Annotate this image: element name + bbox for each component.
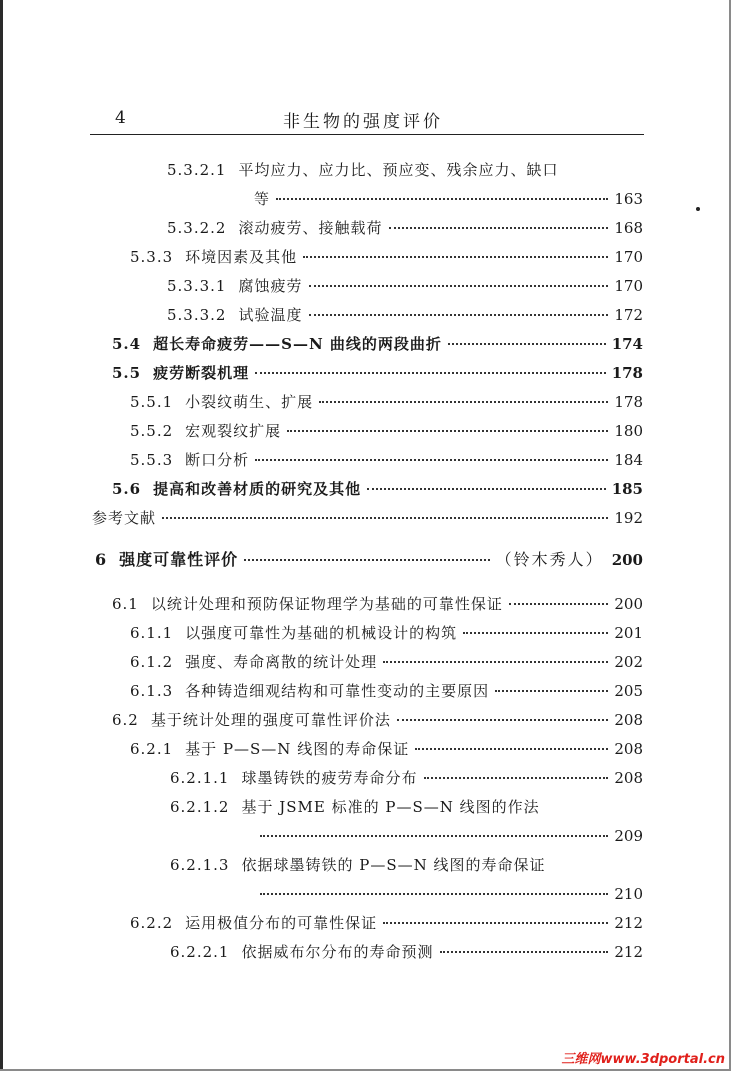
toc-entry-number: 5.5.3 (130, 451, 174, 469)
toc-entry-continuation (260, 824, 643, 848)
toc-entry-author: （铃木秀人） (495, 550, 604, 569)
toc-entry-title: 基于 JSME 标准的 P—S—N 线图的作法 (241, 798, 540, 816)
toc-entry-title: 宏观裂纹扩展 (185, 422, 282, 440)
dot-leader (260, 892, 608, 895)
toc-entry-title: 等 (254, 190, 271, 208)
running-head: 非生物的强度评价 (283, 112, 443, 132)
toc-entry-number: 6.2.1.2 (170, 798, 230, 816)
toc-entry-chapter (95, 548, 643, 572)
dot-leader (367, 487, 606, 490)
toc-entry-page: 192 (614, 509, 643, 527)
toc-entry-section (112, 592, 643, 616)
toc-entry-section (112, 477, 643, 501)
toc-entry-number: 5.3.3.1 (167, 277, 227, 295)
toc-entry-page: 208 (614, 711, 643, 729)
toc-entry-page: 205 (614, 682, 643, 700)
dot-leader (424, 776, 609, 779)
stray-mark (696, 207, 700, 211)
toc-entry-title: 各种铸造细观结构和可靠性变动的主要原因 (185, 682, 490, 700)
dot-leader (244, 558, 490, 561)
dot-leader (383, 921, 608, 924)
toc-entry-number: 5.5.2 (130, 422, 174, 440)
dot-leader (383, 660, 608, 663)
dot-leader (309, 284, 609, 287)
toc-entry-number: 5.5.1 (130, 393, 174, 411)
toc-entry-page: 210 (614, 885, 643, 903)
toc-entry-title: 强度、寿命离散的统计处理 (185, 653, 378, 671)
toc-entry-page: 172 (614, 306, 643, 324)
dot-leader (495, 689, 608, 692)
dot-leader (255, 458, 608, 461)
toc-entry-section (112, 361, 643, 385)
toc-entry-number: 6.2.1.1 (170, 769, 230, 787)
toc-entry-page: 163 (614, 190, 643, 208)
toc-entry-title: 强度可靠性评价 (119, 550, 239, 569)
toc-entry-title: 平均应力、应力比、预应变、残余应力、缺口 (238, 161, 559, 179)
toc-entry-references (92, 506, 643, 530)
dot-leader (276, 197, 608, 200)
page-border-left (0, 0, 3, 1071)
toc-entry (170, 853, 643, 877)
toc-entry-number: 6.1.2 (130, 653, 174, 671)
toc-entry (130, 737, 643, 761)
toc-entry-page: 212 (614, 914, 643, 932)
toc-entry (167, 158, 643, 182)
toc-entry-page: 209 (614, 827, 643, 845)
toc-entry-title: 球墨铸铁的疲劳寿命分布 (241, 769, 418, 787)
toc-entry-page: 200 (611, 551, 643, 569)
toc-entry-title: 提高和改善材质的研究及其他 (153, 480, 362, 498)
dot-leader (397, 718, 608, 721)
toc-entry-page: 208 (614, 740, 643, 758)
toc-entry-number: 6.2 (112, 711, 139, 729)
toc-entry-title: 疲劳断裂机理 (153, 364, 250, 382)
toc-entry-number: 5.6 (112, 480, 142, 498)
page-number: 4 (115, 108, 126, 128)
toc-entry-number: 5.3.3.2 (167, 306, 227, 324)
dot-leader (260, 834, 608, 837)
toc-entry (170, 940, 643, 964)
dot-leader (287, 429, 608, 432)
toc-entry-page: 202 (614, 653, 643, 671)
toc-entry-page: 200 (614, 595, 643, 613)
toc-entry-title: 超长寿命疲劳——S—N 曲线的两段曲折 (153, 335, 442, 353)
toc-entry-number: 5.5 (112, 364, 142, 382)
dot-leader (448, 342, 606, 345)
toc-entry-number: 5.3.2.1 (167, 161, 227, 179)
toc-entry (130, 448, 643, 472)
toc-entry-number: 5.3.2.2 (167, 219, 227, 237)
toc-entry (130, 679, 643, 703)
toc-entry-title: 滚动疲劳、接触载荷 (238, 219, 383, 237)
toc-entry (130, 650, 643, 674)
toc-entry (170, 795, 643, 819)
toc-entry-title: 以强度可靠性为基础的机械设计的构筑 (185, 624, 458, 642)
toc-entry-page: 174 (611, 335, 643, 353)
toc-entry (167, 303, 643, 327)
toc-entry-number: 6 (95, 550, 108, 569)
toc-entry-page: 201 (614, 624, 643, 642)
dot-leader (319, 400, 608, 403)
toc-entry-title: 试验温度 (238, 306, 303, 324)
toc-entry-title: 依据球墨铸铁的 P—S—N 线图的寿命保证 (241, 856, 546, 874)
toc-entry-section (112, 332, 643, 356)
dot-leader (509, 602, 608, 605)
toc-entry-number: 6.1.1 (130, 624, 174, 642)
toc-entry (170, 766, 643, 790)
toc-entry-title: 环境因素及其他 (185, 248, 298, 266)
dot-leader (389, 226, 609, 229)
toc-entry (130, 390, 643, 414)
watermark: 三维网www.3dportal.cn (561, 1052, 725, 1067)
toc-entry-number: 6.1 (112, 595, 139, 613)
toc-entry-page: 212 (614, 943, 643, 961)
toc-entry-number: 5.3.3 (130, 248, 174, 266)
toc-entry-number: 5.4 (112, 335, 142, 353)
toc-entry-title: 小裂纹萌生、扩展 (185, 393, 314, 411)
dot-leader (303, 255, 608, 258)
toc-entry-title: 断口分析 (185, 451, 250, 469)
toc-entry-title: 腐蚀疲劳 (238, 277, 303, 295)
toc-entry-number: 6.2.1.3 (170, 856, 230, 874)
toc-entry-page: 180 (614, 422, 643, 440)
toc-entry-continuation (260, 882, 643, 906)
toc-entry-number: 6.1.3 (130, 682, 174, 700)
toc-entry (130, 419, 643, 443)
toc-entry-page: 185 (611, 480, 643, 498)
header-rule (90, 134, 644, 135)
dot-leader (463, 631, 608, 634)
toc-entry-number: 6.2.1 (130, 740, 174, 758)
dot-leader (309, 313, 609, 316)
toc-entry (167, 216, 643, 240)
toc-entry-page: 170 (614, 277, 643, 295)
toc-entry-title: 参考文献 (92, 509, 157, 527)
dot-leader (415, 747, 608, 750)
toc-entry-number: 6.2.2 (130, 914, 174, 932)
toc-entry-page: 208 (614, 769, 643, 787)
toc-entry-page: 178 (611, 364, 643, 382)
toc-entry-section (112, 708, 643, 732)
dot-leader (255, 371, 606, 374)
toc-entry-page: 178 (614, 393, 643, 411)
toc-entry (130, 621, 643, 645)
toc-entry-title: 运用极值分布的可靠性保证 (185, 914, 378, 932)
toc-entry (130, 245, 643, 269)
dot-leader (440, 950, 609, 953)
toc-entry-title: 基于 P—S—N 线图的寿命保证 (185, 740, 410, 758)
toc-entry (167, 274, 643, 298)
toc-entry-page: 184 (614, 451, 643, 469)
toc-entry-continuation (254, 187, 643, 211)
toc-entry-number: 6.2.2.1 (170, 943, 230, 961)
toc-entry-title: 以统计处理和预防保证物理学为基础的可靠性保证 (150, 595, 503, 613)
toc-entry-title: 基于统计处理的强度可靠性评价法 (150, 711, 391, 729)
dot-leader (162, 516, 608, 519)
toc-entry-page: 170 (614, 248, 643, 266)
toc-entry-page: 168 (614, 219, 643, 237)
toc-entry-title: 依据威布尔分布的寿命预测 (241, 943, 434, 961)
toc-entry (130, 911, 643, 935)
